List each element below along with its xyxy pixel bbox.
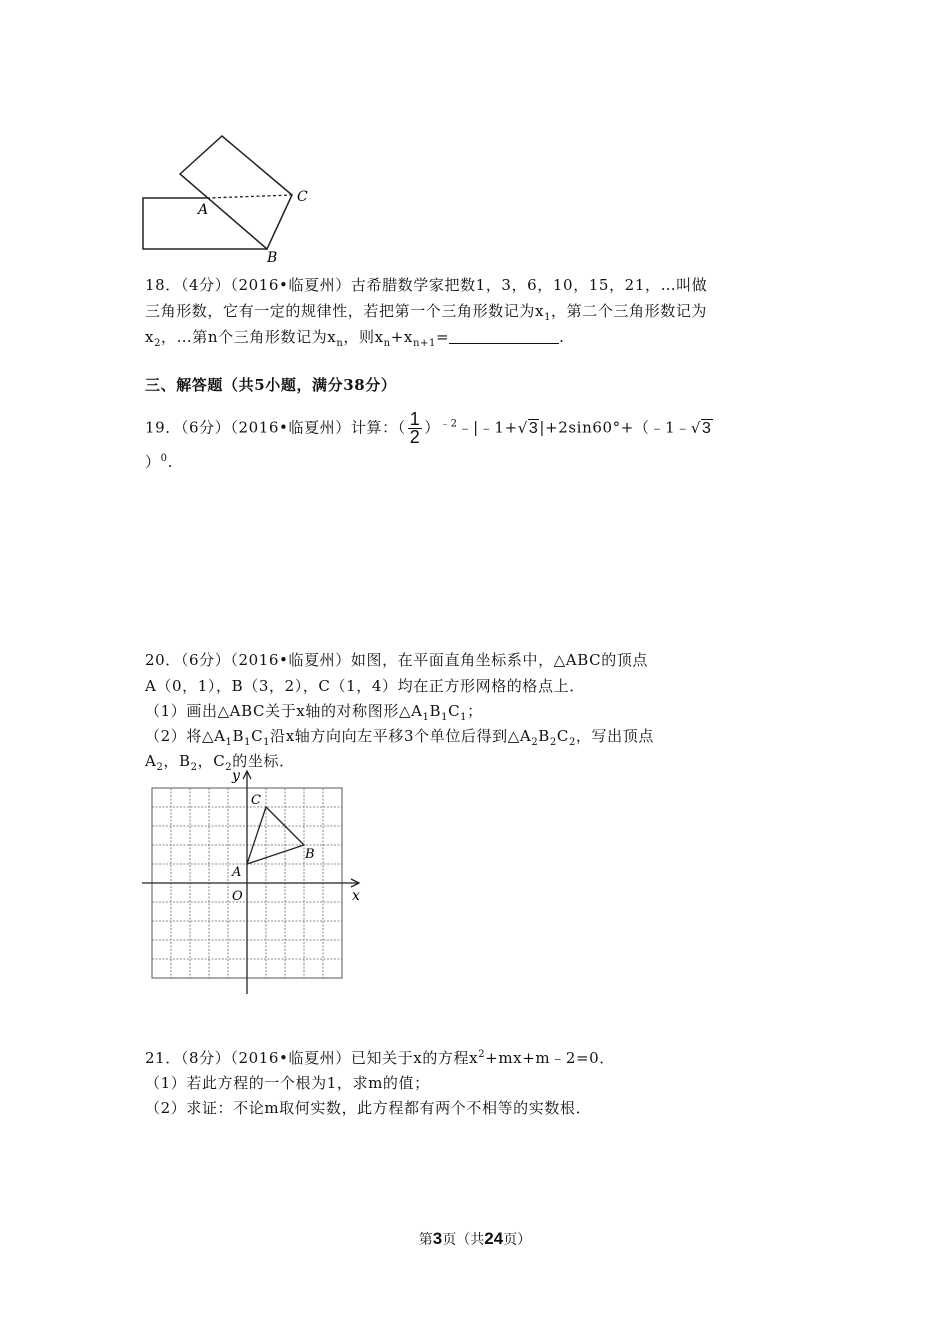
q21-part2: （2）求证：不论m取何实数，此方程都有两个不相等的实数根． <box>145 1099 592 1117</box>
q19-line2: ）$^0$. <box>145 453 173 471</box>
segment-ac <box>207 195 292 198</box>
origin-label: O <box>232 889 243 904</box>
q20-line2: A（0，1），B（3，2），C（1，4）均在正方形网格的格点上． <box>145 677 585 695</box>
q18-line1: 18．（4分）（2016•临夏州）古希腊数学家把数1，3，6，10，15，21，…叫做 <box>145 276 708 294</box>
q20-part2: （2）将$\triangle A_1B_1C_1$沿x轴方向向左平移3个单位后得到$\triangle A_2B_2C_2$，写出顶点 <box>145 727 654 748</box>
q18-line2: 三角形数，它有一定的规律性，若把第一个三角形数记为$x_1$，第二个三角形数记为 <box>145 302 708 323</box>
q17-figure <box>140 133 320 265</box>
q20-line1: 20．（6分）（2016•临夏州）如图，在平面直角坐标系中，△ABC的顶点 <box>145 651 649 669</box>
q18-line3: $x_2$，…第n个三角形数记为$x_n$，则$x_n+x_{n+1}=$ . <box>145 328 565 349</box>
square-shape <box>180 136 292 249</box>
label-b: B <box>267 250 278 265</box>
page-number: 3 <box>432 1229 443 1248</box>
triangle-abc <box>247 807 304 864</box>
axis-label-x: x <box>352 888 360 904</box>
q20-line5: $A_2$，$B_2$，$C_2$的坐标． <box>145 752 295 773</box>
q19-line1: 19．（6分）（2016•临夏州）计算：（ $\frac{1}{2}$ ）$^{﹣2}$﹣|﹣1+√3|+2sin60°+（﹣1﹣√3 <box>145 409 712 447</box>
label-c: C <box>297 189 308 205</box>
q21-line1: 21．（8分）（2016•临夏州）已知关于x的方程$x^2+mx+m﹣2=0$． <box>145 1049 615 1067</box>
axis-label-y: y <box>232 768 240 784</box>
section-heading: 三、解答题（共5小题，满分38分） <box>145 376 397 394</box>
q20-coordinate-grid <box>140 766 370 998</box>
sqrt-3: √3 <box>517 418 539 437</box>
point-label-b: B <box>305 847 315 862</box>
q20-part1: （1）画出△ABC关于x轴的对称图形$\triangle A_1B_1C_1$； <box>145 702 483 723</box>
point-label-a: A <box>232 865 242 880</box>
sqrt-3: √3 <box>690 418 712 437</box>
label-a: A <box>198 202 209 218</box>
total-pages: 24 <box>484 1229 504 1248</box>
answer-blank[interactable] <box>449 329 559 344</box>
fraction-half: $\frac{1}{2}$ <box>409 409 421 447</box>
page-footer: 第3页（共24页） <box>418 1229 532 1248</box>
point-label-c: C <box>251 793 261 808</box>
q21-part1: （1）若此方程的一个根为1，求m的值； <box>145 1074 430 1092</box>
